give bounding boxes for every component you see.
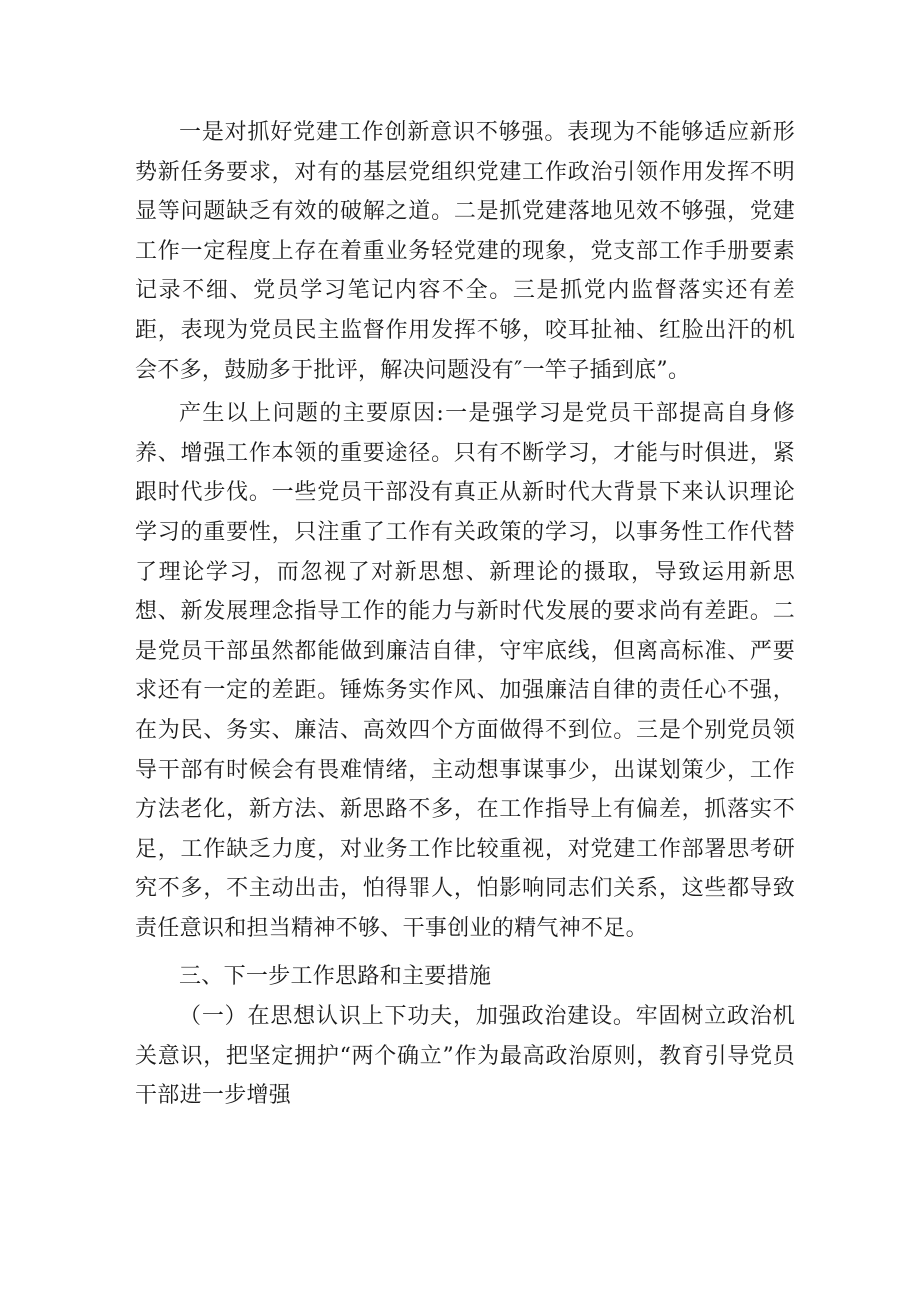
paragraph-measures: （一）在思想认识上下功夫，加强政治建设。牢固树立政治机关意识，把坚定拥护“两个确立”作为最高政治原则，教育引导党员干部进一步增强 [135, 1004, 795, 1109]
paragraph-problems: 一是对抓好党建工作创新意识不够强。表现为不能够适应新形势新任务要求，对有的基层党组织党建工作政治引领作用发挥不明显等问题缺乏有效的破解之道。二是抓党建落地见效不够强，党建工作一定程度上存在着重业务轻党建的现象，党支部工作手册要素记录不细、党员学习笔记内容不全。三是抓党内监督落实还有差距，表现为党员民主监督作用发挥不够，咬耳扯袖、红脸出汗的机会不多，鼓励多于批评，解决问题没有″一竿子插到底”。 [135, 120, 795, 383]
section-heading: 三、下一步工作思路和主要措施 [179, 964, 492, 990]
paragraph-causes: 产生以上问题的主要原因:一是强学习是党员干部提高自身修养、增强工作本领的重要途径。只有不断学习，才能与时俱进，紧跟时代步伐。一些党员干部没有真正从新时代大背景下来认识理论学习的重要性，只注重了工作有关政策的学习，以事务性工作代替了理论学习，而忽视了对新思想、新理论的摄取，导致运用新思想、新发展理念指导工作的能力与新时代发展的要求尚有差距。二是党员干部虽然都能做到廉洁自律，守牢底线，但离高标准、严要求还有一定的差距。锤炼务实作风、加强廉洁自律的责任心不强，在为民、务实、廉洁、高效四个方面做得不到位。三是个别党员领导干部有时候会有畏难情绪，主动想事谋事少，出谋划策少，工作方法老化，新方法、新思路不多，在工作指导上有偏差，抓落实不足，工作缺乏力度，对业务工作比较重视，对党建工作部署思考研究不多，不主动出击，怕得罪人，怕影响同志们关系，这些都导致责任意识和担当精神不够、干事创业的精气神不足。 [135, 401, 795, 941]
document-body [135, 113, 795, 1116]
